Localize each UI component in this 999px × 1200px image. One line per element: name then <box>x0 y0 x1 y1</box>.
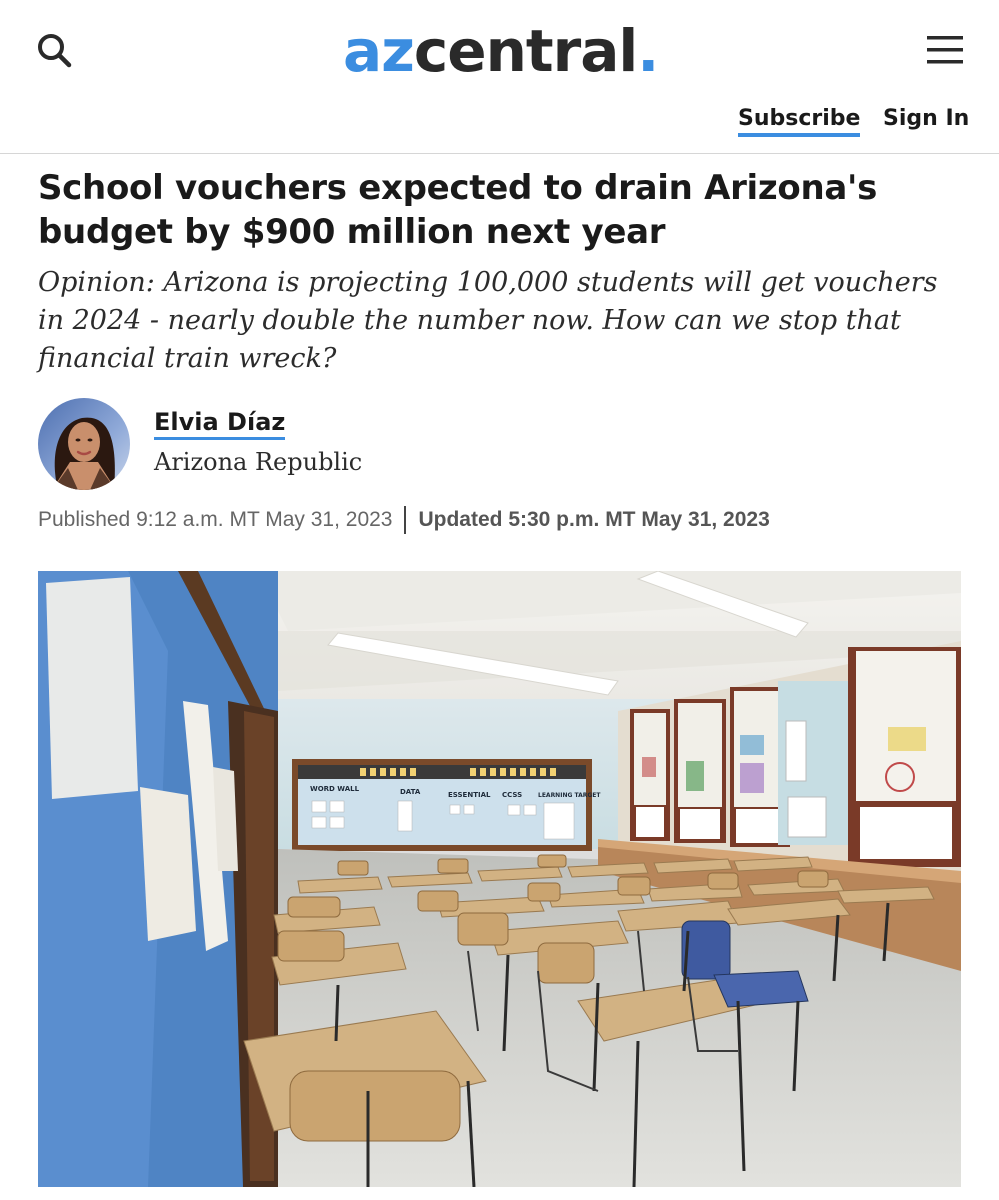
headline-line-1: School vouchers expected to drain Arizona's <box>38 168 878 208</box>
article-headline <box>38 166 958 254</box>
meta-divider <box>404 506 406 534</box>
board-label-ccss: CCSS <box>502 791 523 799</box>
logo-central: central <box>413 17 638 85</box>
summary-line-1: Opinion: Arizona is projecting 100,000 students will get vouchers <box>38 267 938 298</box>
board-label-data: DATA <box>400 788 421 796</box>
sign-in-link[interactable]: Sign In <box>883 106 970 131</box>
board-label-learning-target: LEARNING TARGET <box>538 792 601 799</box>
subscribe-link[interactable]: Subscribe <box>738 106 860 137</box>
summary-line-3: financial train wreck? <box>38 343 337 374</box>
search-icon[interactable] <box>36 32 74 70</box>
hero-image-classroom[interactable] <box>38 571 961 1187</box>
headline-line-2: budget by $900 million next year <box>38 212 666 252</box>
summary-line-2: in 2024 - nearly double the number now. How can we stop that <box>38 305 901 336</box>
author-name-link[interactable]: Elvia Díaz <box>154 408 285 440</box>
hamburger-menu-icon[interactable] <box>926 34 964 66</box>
article-summary <box>38 264 968 378</box>
publish-meta <box>38 506 770 534</box>
board-label-word-wall: WORD WALL <box>310 785 360 793</box>
board-label-essential: ESSENTIAL <box>448 791 491 799</box>
logo-dot: . <box>637 17 659 85</box>
published-timestamp: Published 9:12 a.m. MT May 31, 2023 <box>38 508 393 531</box>
author-organization: Arizona Republic <box>154 448 363 476</box>
author-avatar[interactable] <box>38 398 130 490</box>
site-logo[interactable] <box>343 18 658 84</box>
logo-az: az <box>343 17 414 85</box>
updated-timestamp: Updated 5:30 p.m. MT May 31, 2023 <box>418 508 770 531</box>
site-header <box>0 0 999 154</box>
